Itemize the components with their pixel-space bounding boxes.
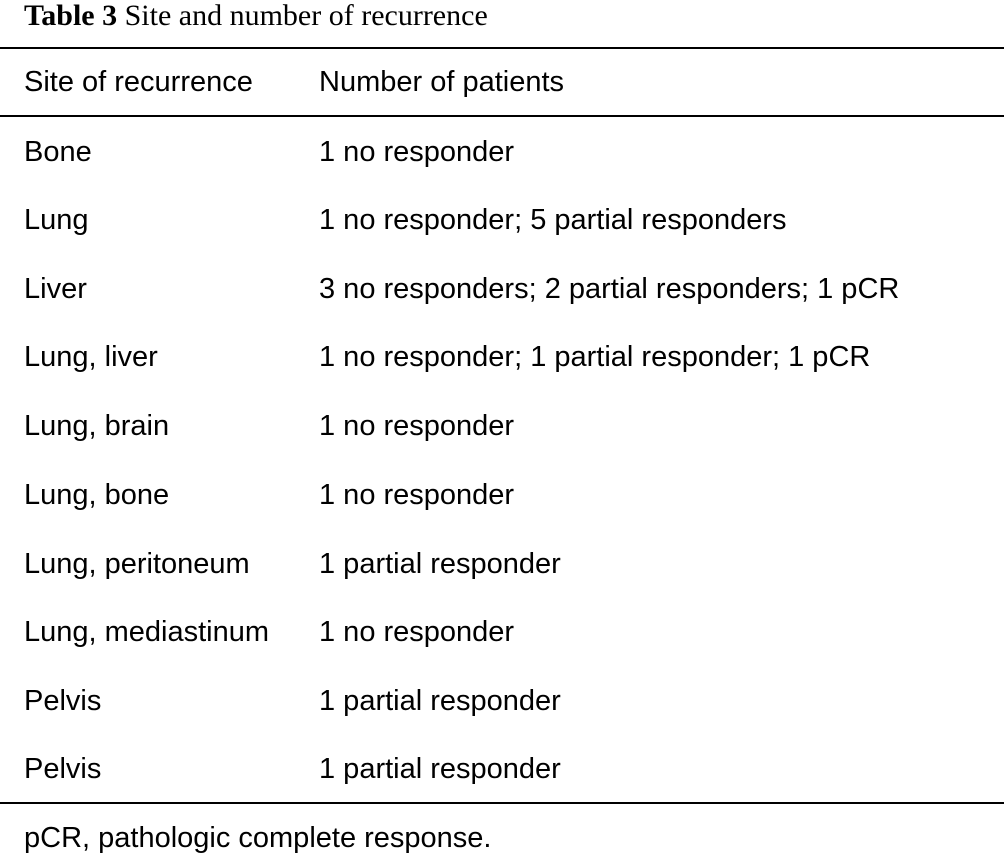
table-row xyxy=(0,681,1004,721)
cell-number: 1 no responder xyxy=(319,479,515,511)
header-rule xyxy=(0,115,1004,117)
cell-site: Lung, brain xyxy=(24,410,170,442)
header-number-of-patients: Number of patients xyxy=(319,66,565,98)
top-rule xyxy=(0,47,1004,49)
table-row xyxy=(0,337,1004,377)
cell-number: 1 partial responder xyxy=(319,685,561,717)
cell-site: Lung xyxy=(24,204,89,236)
table-row xyxy=(0,132,1004,172)
header-site-of-recurrence: Site of recurrence xyxy=(24,66,253,98)
cell-site: Pelvis xyxy=(24,685,102,717)
cell-site: Lung, liver xyxy=(24,341,158,373)
cell-site: Lung, mediastinum xyxy=(24,616,270,648)
table-row xyxy=(0,612,1004,652)
table-row xyxy=(0,749,1004,789)
table-row xyxy=(0,406,1004,446)
cell-site: Liver xyxy=(24,273,87,305)
cell-number: 1 no responder xyxy=(319,410,515,442)
table-caption xyxy=(24,0,488,36)
bottom-rule xyxy=(0,802,1004,804)
cell-site: Lung, peritoneum xyxy=(24,548,250,580)
cell-number: 1 no responder xyxy=(319,136,515,168)
table-header-row xyxy=(0,62,1004,102)
cell-number: 1 partial responder xyxy=(319,753,561,785)
cell-site: Lung, bone xyxy=(24,479,170,511)
cell-number: 1 partial responder xyxy=(319,548,561,580)
cell-number: 1 no responder xyxy=(319,616,515,648)
cell-number: 1 no responder; 5 partial responders xyxy=(319,204,787,236)
cell-number: 3 no responders; 2 partial responders; 1 pCR xyxy=(319,273,900,305)
table-row xyxy=(0,475,1004,515)
table-row xyxy=(0,544,1004,584)
table-footnote: pCR, pathologic complete response. xyxy=(24,822,492,854)
cell-number: 1 no responder; 1 partial responder; 1 pCR xyxy=(319,341,871,373)
table-label: Table 3 xyxy=(24,0,118,32)
cell-site: Bone xyxy=(24,136,92,168)
table-row xyxy=(0,269,1004,309)
table-title: Site and number of recurrence xyxy=(124,0,488,32)
cell-site: Pelvis xyxy=(24,753,102,785)
table-row xyxy=(0,200,1004,240)
